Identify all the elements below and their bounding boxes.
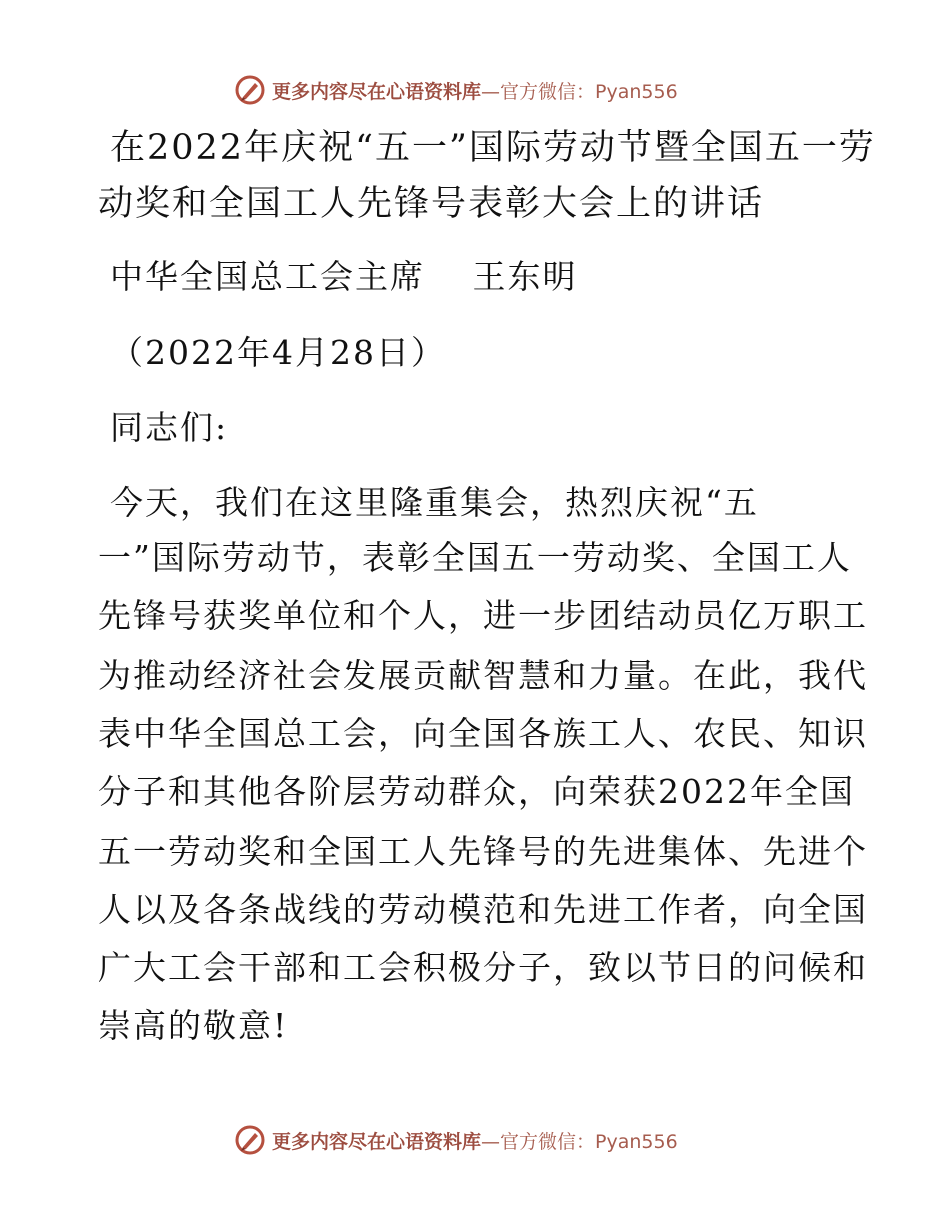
body-line: 分子和其他各阶层劳动群众，向荣获2022年全国: [98, 772, 855, 811]
body-line: 今天，我们在这里隆重集会，热烈庆祝“五: [110, 483, 759, 522]
watermark-main-text: 更多内容尽在心语资料库: [272, 80, 482, 103]
body-line: 先锋号获奖单位和个人，进一步团结动员亿万职工: [98, 596, 868, 635]
speaker-line: 中华全国总工会主席 王东明: [110, 257, 578, 296]
watermark-main-text: 更多内容尽在心语资料库: [272, 1130, 482, 1153]
date-line: （2022年4月28日）: [110, 333, 446, 372]
body-line: 为推动经济社会发展贡献智慧和力量。在此，我代: [98, 656, 868, 695]
title-line-2: 动奖和全国工人先锋号表彰大会上的讲话: [98, 184, 765, 224]
watermark-wechat-text: —官方微信：Pyan556: [481, 80, 678, 103]
pen-logo-icon: [234, 74, 266, 106]
body-line: 表中华全国总工会，向全国各族工人、农民、知识: [98, 714, 868, 753]
watermark-header: [234, 70, 754, 110]
watermark-wechat-text: —官方微信：Pyan556: [481, 1130, 678, 1153]
body-line: 一”国际劳动节，表彰全国五一劳动奖、全国工人: [98, 538, 852, 577]
salutation: 同志们:: [110, 408, 229, 447]
title-line-1: 在2022年庆祝“五一”国际劳动节暨全国五一劳: [110, 128, 876, 168]
body-line: 崇高的敬意!: [98, 1006, 289, 1045]
pen-logo-icon: [234, 1124, 266, 1156]
body-line: 五一劳动奖和全国工人先锋号的先进集体、先进个: [98, 832, 868, 871]
body-line: 人以及各条战线的劳动模范和先进工作者，向全国: [98, 890, 868, 929]
body-line: 广大工会干部和工会积极分子，致以节日的问候和: [98, 948, 868, 987]
watermark-footer: [234, 1120, 754, 1160]
